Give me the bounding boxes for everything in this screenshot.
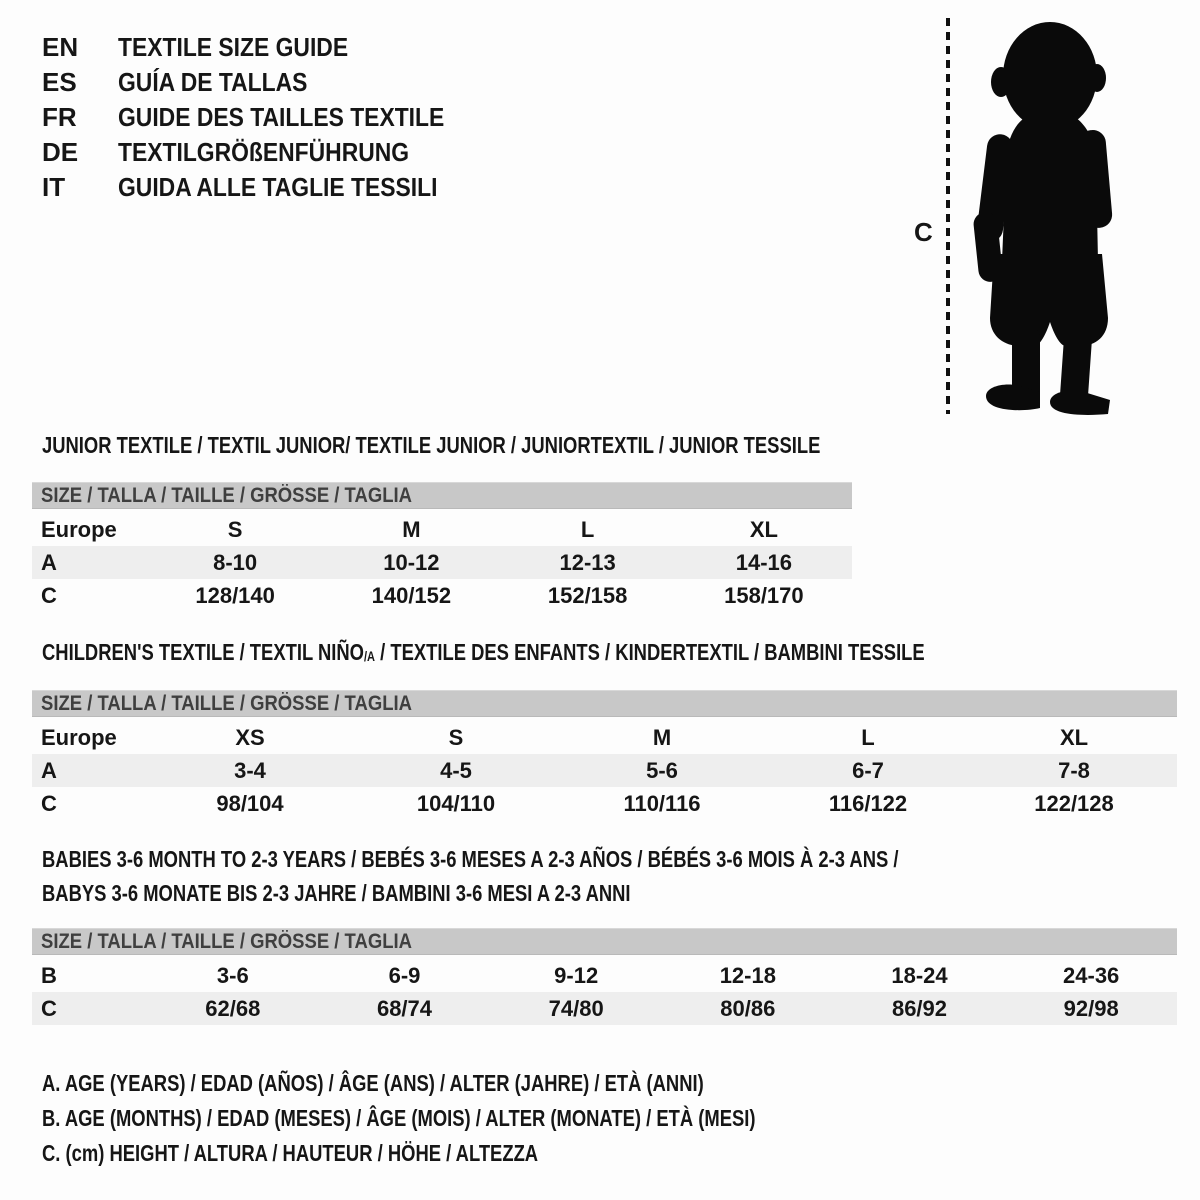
babies-section-title-line1: BABIES 3-6 MONTH TO 2-3 YEARS / BEBÉS 3-6 MESES A 2-3 AÑOS / BÉBÉS 3-6 MOIS À 2-3 ANS / (42, 846, 899, 872)
cell: 3-4 (234, 757, 266, 783)
cell: 12-13 (559, 549, 616, 575)
cell: M (652, 724, 672, 750)
cell: 62/68 (205, 995, 261, 1021)
height-dashed-line (946, 18, 950, 414)
junior-section-title: JUNIOR TEXTILE / TEXTIL JUNIOR/ TEXTILE JUNIOR / JUNIORTEXTIL / JUNIOR TESSILE (42, 432, 821, 458)
language-code: FR (42, 102, 77, 132)
junior-size-table (32, 482, 852, 612)
cell: 116/122 (828, 790, 908, 816)
title-subscript: /A (363, 649, 376, 665)
cell: 140/152 (371, 582, 452, 608)
babies-size-table (32, 928, 1177, 1025)
cell: 110/116 (623, 790, 701, 816)
table-row-europe (32, 513, 852, 546)
cell: 6-7 (852, 757, 884, 783)
table-row-age-months (32, 959, 1177, 992)
row-label: C (41, 582, 57, 608)
language-row-en (42, 30, 489, 65)
row-label: A (41, 549, 57, 575)
cell: 7-8 (1058, 757, 1090, 783)
language-label: GUIDE DES TAILLES TEXTILE (118, 102, 445, 132)
cell: 104/110 (416, 790, 496, 816)
toddler-silhouette-icon (963, 16, 1135, 416)
table-row-height (32, 992, 1177, 1025)
language-row-fr (42, 100, 489, 135)
babies-table-rows (32, 959, 1177, 1025)
cell: 122/128 (1034, 790, 1114, 816)
language-code: EN (42, 32, 79, 62)
language-label: GUIDA ALLE TAGLIE TESSILI (118, 172, 438, 202)
cell: XL (1059, 724, 1089, 750)
language-code: DE (42, 137, 79, 167)
babies-section-title-line2: BABYS 3-6 MONATE BIS 2-3 JAHRE / BAMBINI 3-6 MESI A 2-3 ANNI (42, 880, 631, 906)
cell: 158/170 (724, 582, 804, 608)
height-measure-label: C (914, 217, 933, 247)
row-label: C (41, 790, 57, 816)
row-label: A (41, 757, 57, 783)
legend-age-months: B. AGE (MONTHS) / EDAD (MESES) / ÂGE (MOIS) / ALTER (MONATE) / ETÀ (MESI) (42, 1105, 756, 1131)
cell: M (402, 516, 421, 542)
cell: 128/140 (195, 582, 275, 608)
table-row-europe (32, 721, 1177, 754)
cell: S (227, 516, 243, 542)
row-label: Europe (41, 516, 117, 542)
language-code: IT (42, 172, 66, 202)
table-row-age-years (32, 546, 852, 579)
language-list (42, 30, 489, 205)
cell: 86/92 (891, 995, 948, 1021)
language-row-de (42, 135, 489, 170)
legend-age-years: A. AGE (YEARS) / EDAD (AÑOS) / ÂGE (ANS) / ALTER (JAHRE) / ETÀ (ANNI) (42, 1070, 704, 1096)
cell: 14-16 (735, 549, 793, 575)
cell: 74/80 (548, 995, 604, 1021)
cell: 4-5 (440, 757, 472, 783)
language-row-es (42, 65, 489, 100)
cell: L (861, 724, 875, 750)
cell: 12-18 (719, 962, 776, 988)
table-row-height (32, 579, 852, 612)
cell: 5-6 (646, 757, 678, 783)
cell: 9-12 (554, 962, 599, 988)
cell: 18-24 (891, 962, 948, 988)
cell: 3-6 (216, 962, 249, 988)
children-size-header-bar: SIZE / TALLA / TAILLE / GRÖSSE / TAGLIA (32, 690, 1177, 717)
legend-height-cm: C. (cm) HEIGHT / ALTURA / HAUTEUR / HÖHE / ALTEZZA (42, 1140, 539, 1166)
babies-size-header-bar: SIZE / TALLA / TAILLE / GRÖSSE / TAGLIA (32, 928, 1177, 955)
cell: XL (749, 516, 778, 542)
cell: S (448, 724, 464, 750)
language-label: TEXTILE SIZE GUIDE (118, 32, 349, 62)
row-label: B (41, 962, 57, 988)
language-code: ES (42, 67, 77, 97)
row-label: C (41, 995, 57, 1021)
junior-table-rows (32, 513, 852, 612)
language-label: GUÍA DE TALLAS (118, 67, 308, 97)
cell: 6-9 (388, 962, 421, 988)
cell: 10-12 (383, 549, 440, 575)
cell: 80/86 (720, 995, 776, 1021)
table-row-height (32, 787, 1177, 820)
cell: 152/158 (547, 582, 628, 608)
language-row-it (42, 170, 489, 205)
cell: 92/98 (1063, 995, 1119, 1021)
row-label: Europe (41, 724, 117, 750)
children-table-rows (32, 721, 1177, 820)
cell: XS (235, 724, 265, 750)
cell: 68/74 (376, 995, 433, 1021)
cell: 24-36 (1063, 962, 1120, 988)
cell: 98/104 (216, 790, 284, 816)
table-row-age-years (32, 754, 1177, 787)
cell: 8-10 (213, 549, 258, 575)
language-label: TEXTILGRÖßENFÜHRUNG (118, 137, 410, 167)
children-section-title: CHILDREN'S TEXTILE / TEXTIL NIÑO/A / TEXTILE DES ENFANTS / KINDERTEXTIL / BAMBINI TESSILE (42, 639, 925, 665)
cell: L (580, 516, 595, 542)
children-size-table (32, 690, 1177, 820)
junior-size-header-bar: SIZE / TALLA / TAILLE / GRÖSSE / TAGLIA (32, 482, 852, 509)
